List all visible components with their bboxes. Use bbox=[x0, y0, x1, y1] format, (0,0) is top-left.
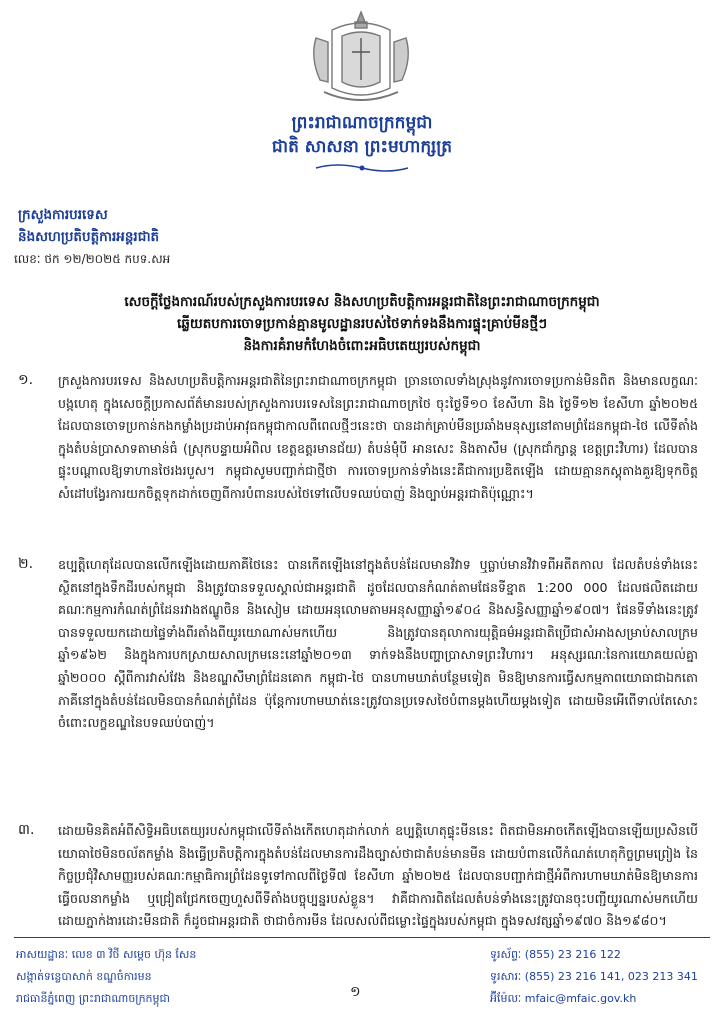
paragraph-2 bbox=[18, 554, 698, 735]
address-line: រាជធានីភ្នំពេញ ព្រះរាជាណាចក្រកម្ពុជា bbox=[16, 992, 170, 1005]
address-line: សង្កាត់ទន្លេបាសាក់ ខណ្ឌចំការមន bbox=[16, 970, 152, 983]
paragraph-text: ឧប្បត្តិហេតុដែលបានលើកឡើងដោយភាគីថៃនេះ បានកើតឡើងនៅក្នុងតំបន់ដែលមានវិវាទ ឬធ្លាប់មានវិវាទពីអតីតកាល ដែលតំបន់ទាំងនេះស្ថិតនៅក្នុងទឹកដីរបស់កម្ពុជា និងត្រូវបានទទួលស្គាល់ជាអន្តរជាតិ ដូចដែលបានកំណត់តាមផែនទីខ្នាត 1:200 000 ដែលផលិតដោយគណៈកម្មការកំណត់ព្រំដែនរវាងឥណ្ឌូចិន និងសៀម ដោយអនុលោមតាមអនុសញ្ញាឆ្នាំ១៩០៤ និងសន្ធិសញ្ញាឆ្នាំ១៩០៧។ ផែនទីទាំងនេះត្រូវបានទទួលយកដោយផ្ទៃទាំងពីរតាំងពីយូរយោណាស់មកហើយ និងត្រូវបានតុលាការយុត្តិធម៌អន្តរជាតិប្រើជាសំអាងសម្រាប់សាលក្រមឆ្នាំ១៩៦២ និងក្នុងការបកស្រាយសាលក្រមនេះនៅឆ្នាំ២០១៣ ទាក់ទងនឹងបញ្ហាប្រាសាទព្រះវិហារ។ អនុស្សរណៈនៃការយោគយល់គ្នាឆ្នាំ២០០០ ស្តីពីការវាស់វែង និងខណ្ឌសីមាព្រំដែនគោក កម្ពុជា-ថៃ បានហាមឃាត់បន្ថែមទៀត មិនឱ្យមានការធ្វើសកម្មភាពយោធាជាឯកតោភាគីនៅក្នុងតំបន់ដែលមិនបានកំណត់ព្រំដែន ប៉ុន្តែការហាមឃាត់នេះត្រូវបានប្រទេសថៃបំពានម្តងហើយម្តងទៀត ដោយមិនអើពើទាល់តែសោះចំពោះលក្ខខណ្ឌនៃបទឈប់បាញ់។ bbox=[58, 557, 698, 731]
royal-coat-of-arms-icon bbox=[302, 8, 420, 108]
paragraph-number: ១. bbox=[18, 372, 34, 388]
paragraph-number: ២. bbox=[18, 556, 34, 572]
footer-contact bbox=[490, 944, 698, 1010]
phone-number: ទូរស័ព្ទៈ (855) 23 216 122 bbox=[490, 948, 621, 961]
footer-divider bbox=[14, 937, 710, 938]
paragraph-1 bbox=[18, 370, 698, 506]
ministry-name-line2: និងសហប្រតិបត្តិការអន្តរជាតិ bbox=[18, 229, 160, 245]
ministry-name: ក្រសួងការបរទេស bbox=[18, 207, 108, 223]
statement-title-line3: និងការគំរាមកំហែងចំពោះអធិបតេយ្យរបស់កម្ពុជា bbox=[243, 338, 481, 354]
page-number: ១ bbox=[350, 984, 361, 1000]
reference-number: លេខៈ ថក ១២/២០២៥ កបទ.សអ bbox=[14, 252, 171, 266]
paragraph-number: ៣. bbox=[18, 822, 35, 838]
paragraph-3 bbox=[18, 820, 698, 933]
statement-title-line1: សេចក្តីថ្លែងការណ៍របស់ក្រសួងការបរទេស និងសហប្រតិបត្តិការអន្តរជាតិនៃព្រះរាជាណាចក្រកម្ពុជា bbox=[124, 294, 600, 310]
statement-title-line2: ឆ្លើយតបការចោទប្រកាន់គ្មានមូលដ្ឋានរបស់ថៃទាក់ទងនឹងការផ្ទុះគ្រាប់មីនថ្មីៗ bbox=[177, 316, 547, 332]
ornament-divider-icon bbox=[312, 162, 412, 174]
kingdom-motto: ជាតិ សាសនា ព្រះមហាក្សត្រ bbox=[271, 137, 453, 157]
fax-number: ទូរសារៈ (855) 23 216 141, 023 213 341 bbox=[490, 970, 698, 983]
address-line: អាសយដ្ឋានៈ លេខ ៣ វិថី សម្តេច ហ៊ុន សែន bbox=[16, 948, 197, 961]
kingdom-title: ព្រះរាជាណាចក្រកម្ពុជា bbox=[291, 113, 433, 133]
paragraph-text: ក្រសួងការបរទេស និងសហប្រតិបត្តិការអន្តរជាតិនៃព្រះរាជាណាចក្រកម្ពុជា ច្រានចោលទាំងស្រុងនូវការចោទប្រកាន់មិនពិត និងមានលក្ខណៈបង្កហេតុ ក្នុងសេចក្តីប្រកាសព័ត៌មានរបស់ក្រសួងការបរទេសនៃព្រះរាជាណាចក្រថៃ ចុះថ្ងៃទី១០ ខែសីហា និង ថ្ងៃទី១២ ខែសីហា ឆ្នាំ២០២៥ ដែលបានចោទប្រកាន់កងកម្លាំងប្រដាប់អាវុធកម្ពុជាកាលពីពេលថ្មីៗនេះថា បានដាក់គ្រាប់មីនប្រឆាំងមនុស្សនៅតាមព្រំដែនកម្ពុជា-ថៃ លើទីតាំង ក្នុងតំបន់ប្រាសាទតាមាន់ធំ (ស្រុកបន្ទាយអំពិល ខេត្តឧត្តរមានជ័យ) តំបន់ម៉ុំបី អានសេះ និងតាសឹម (ស្រុកជាំក្សាន្ត ខេត្តព្រះវិហារ) ដែលបានផ្ទុះបណ្តាលឱ្យទាហានថៃរងរបួស។ កម្ពុជាសូមបញ្ជាក់ជាថ្មីថា ការចោទប្រកាន់ទាំងនេះគឺជាការប្រឌិតឡើង ដោយគ្មានភស្តុតាងគួរឱ្យទុកចិត្ត សំដៅបង្វែរការយកចិត្តទុកដាក់ចេញពីការបំពានរបស់ថៃទៅលើបទឈប់បាញ់ និងច្បាប់អន្តរជាតិប៉ុណ្ណោះ។ bbox=[58, 373, 698, 501]
footer-address bbox=[16, 944, 196, 1010]
email-address[interactable]: អ៊ីម៉ែលៈ mfaic@mfaic.gov.kh bbox=[490, 992, 637, 1005]
paragraph-text: ដោយមិនគិតអំពីសិទ្ធិអធិបតេយ្យរបស់កម្ពុជាលើទីតាំងកើតហេតុដាក់លាក់ ឧប្បត្តិហេតុផ្ទុះមីននេះ ពិតជាមិនអាចកើតឡើងបានឡើយប្រសិនបើយោធាថៃមិនចល័តកម្លាំង និងធ្វើប្រតិបត្តិការក្នុងតំបន់ដែលមានការដឹងច្បាស់ថាជាតំបន់មានមីន ដោយបំពានលើកំណត់ហេតុកិច្ចព្រមព្រៀង នៃកិច្ចប្រជុំវិសាមញ្ញរបស់គណៈកម្មាធិការព្រំដែនទូទៅកាលពីថ្ងៃទី៧ ខែសីហា ឆ្នាំ២០២៥ ដែលបានបញ្ជាក់ជាថ្មីអំពីការហាមឃាត់មិនឱ្យមានការធ្វើចលនាកម្លាំង ឬជ្រៀតជ្រែកចេញហួសពីទីតាំងបច្ចុប្បន្នរបស់ខ្លួន។ វាគឺជាការពិតដែលតំបន់ទាំងនេះត្រូវបានចុះបញ្ជីយូរណាស់មកហើយ ដោយភ្នាក់ងារដោះមីនជាតិ ក៏ដូចជាអន្តរជាតិ ថាជាចំការមីន ដែលសល់ពីជម្លោះផ្ទៃក្នុងរបស់កម្ពុជា ក្នុងទសវត្សឆ្នាំ១៩៧០ និង១៩៨០។ bbox=[58, 823, 698, 929]
